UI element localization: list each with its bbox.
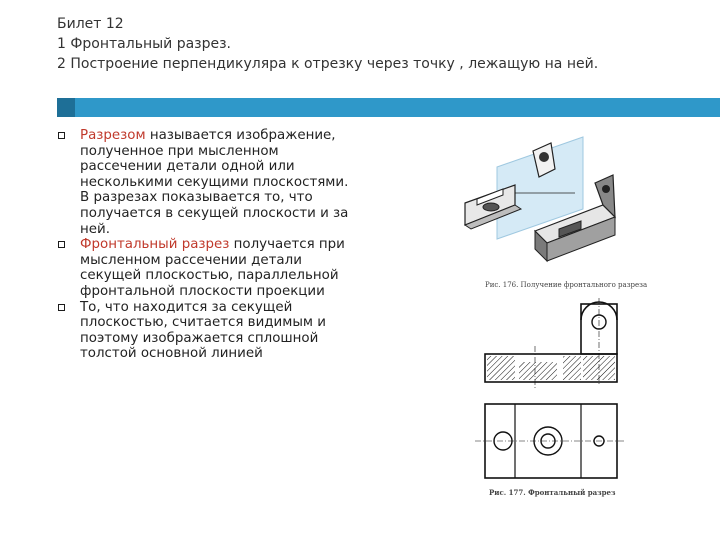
accent-bar xyxy=(57,98,720,117)
orthographic-drawing xyxy=(475,298,635,488)
square-bullet-icon xyxy=(58,132,65,139)
bullet-item xyxy=(58,237,350,299)
figure-177-caption: Рис. 177. Фронтальный разрез xyxy=(489,488,616,497)
term-section: Разрезом xyxy=(80,128,146,143)
title-line-ticket: Билет 12 xyxy=(57,16,124,32)
bullet-list xyxy=(58,128,350,362)
accent-bar-lead xyxy=(57,98,75,117)
bullet-text: называется изображение, полученное при мысленном рассечении детали одной или несколькими секущими плоскостями. В разрезах показывается то, что получается в секущей плоскости и за ней. xyxy=(80,128,349,237)
figure-177-orthographic xyxy=(475,298,635,502)
bullet-item xyxy=(58,128,350,237)
slide-title xyxy=(57,14,598,74)
bullet-item xyxy=(58,300,350,362)
bullet-text: То, что находится за секущей плоскостью, считается видимым и поэтому изображается сплошной толстой основной линией xyxy=(80,299,326,362)
figure-176-caption: Рис. 176. Получение фронтального разреза xyxy=(485,281,648,289)
bullet-text: получается при мысленном рассечении детали секущей плоскостью, параллельной фронтальной плоскости проекции xyxy=(80,237,345,299)
figure-176-isometric xyxy=(455,133,648,293)
square-bullet-icon xyxy=(58,304,65,311)
isometric-drawing xyxy=(455,133,623,293)
term-frontal-section: Фронтальный разрез xyxy=(80,237,230,253)
title-line-question-1: 1 Фронтальный разрез. xyxy=(57,36,232,52)
square-bullet-icon xyxy=(58,241,65,248)
title-line-question-2: 2 Построение перпендикуляра к отрезку через точку , лежащую на ней. xyxy=(57,56,599,72)
